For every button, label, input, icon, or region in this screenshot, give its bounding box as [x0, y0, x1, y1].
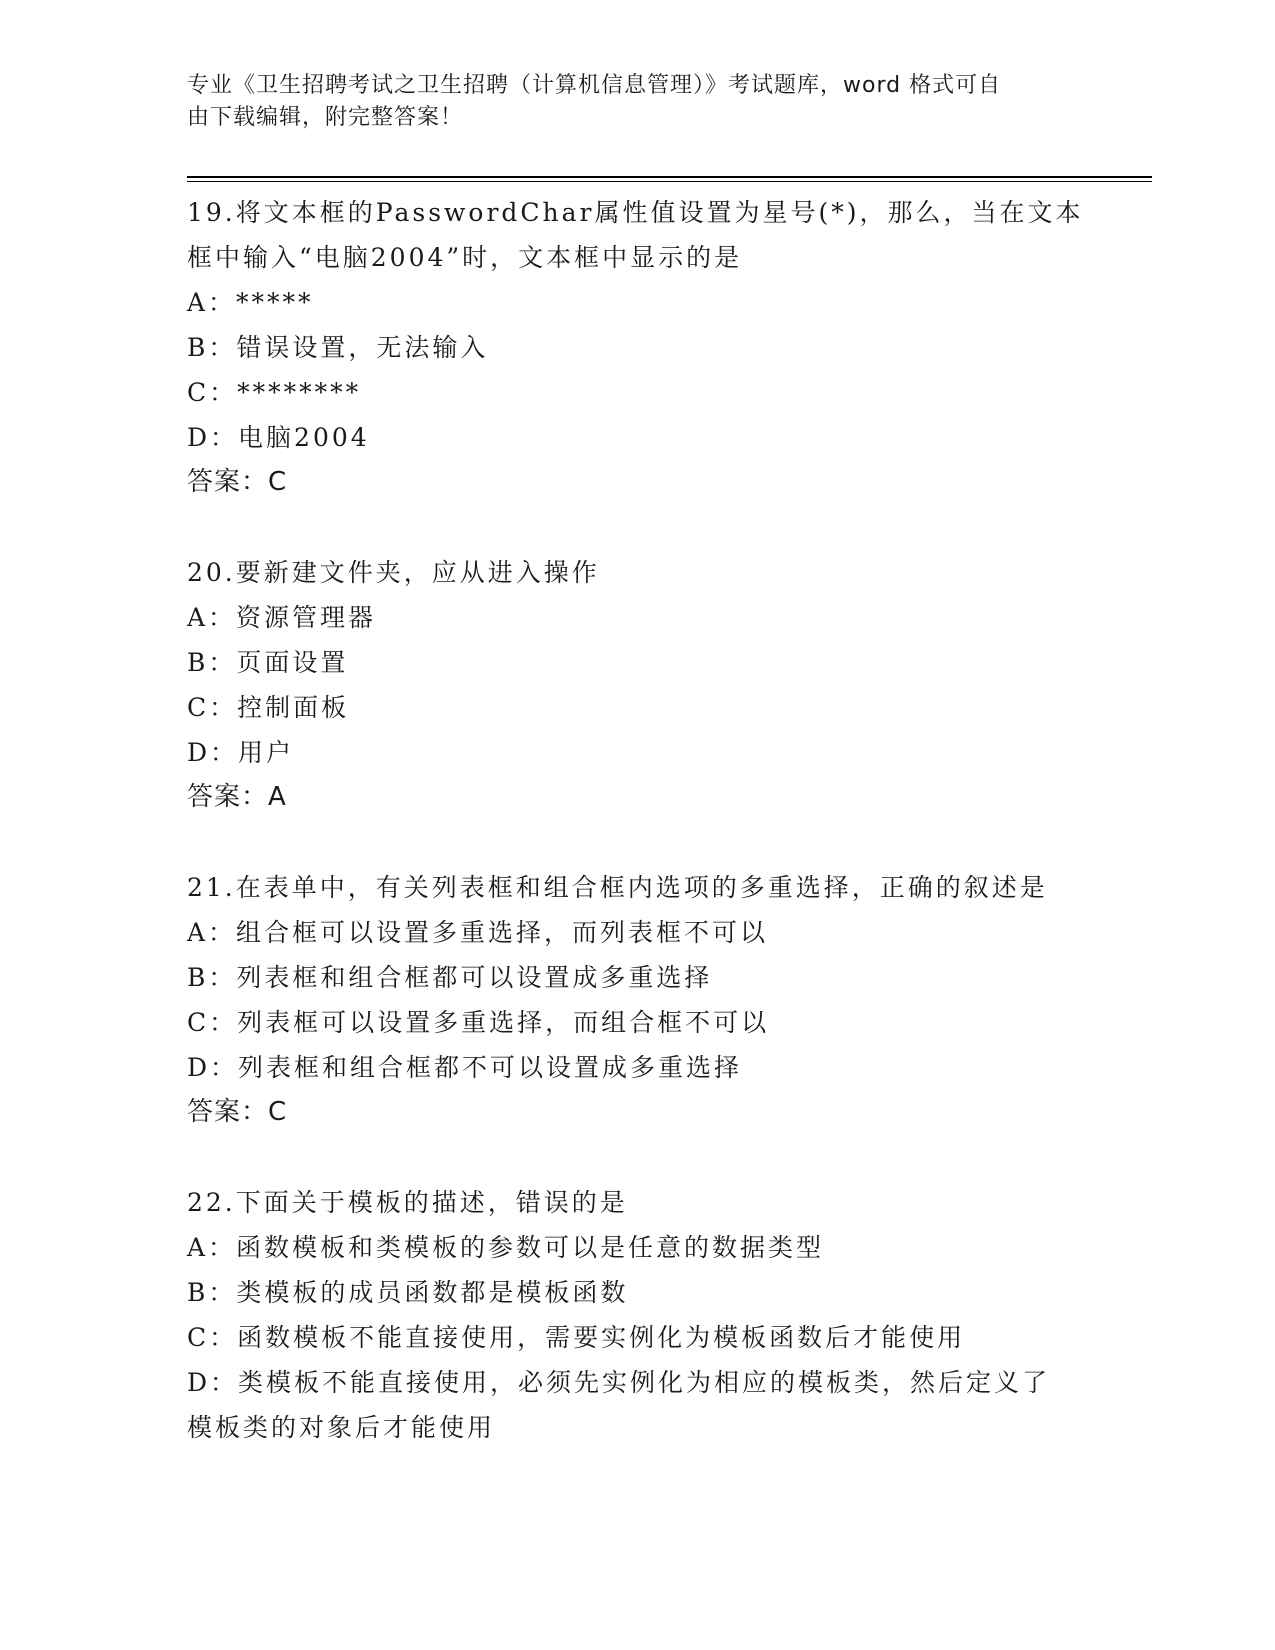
option-b: B：类模板的成员函数都是模板函数 [187, 1278, 629, 1307]
option-c: C：******** [187, 378, 362, 407]
spacer [187, 1135, 1087, 1180]
option-a: A：组合框可以设置多重选择，而列表框不可以 [187, 918, 769, 947]
header-line-1: 专业《卫生招聘考试之卫生招聘（计算机信息管理）》考试题库，word 格式可自 [187, 73, 1002, 98]
question-text-continued: 框中输入“电脑2004”时，文本框中显示的是 [187, 243, 743, 272]
option-c: C：函数模板不能直接使用，需要实例化为模板函数后才能使用 [187, 1323, 966, 1352]
option-b: B：错误设置，无法输入 [187, 333, 489, 362]
option-d-continued: 模板类的对象后才能使用 [187, 1413, 496, 1442]
header-rule-thin [187, 181, 1152, 182]
option-a: A：***** [187, 288, 314, 317]
spacer [187, 505, 1087, 550]
option-b: B：页面设置 [187, 648, 349, 677]
question-text: 22.下面关于模板的描述，错误的是 [187, 1188, 628, 1217]
answer: 答案：A [187, 782, 287, 812]
header-line-2: 由下载编辑，附完整答案！ [187, 105, 464, 130]
spacer [187, 820, 1087, 865]
question-21 [187, 865, 1087, 1135]
header-rule-thick [187, 176, 1152, 178]
document-header [187, 70, 1087, 134]
answer: 答案：C [187, 467, 288, 497]
option-a: A：函数模板和类模板的参数可以是任意的数据类型 [187, 1233, 825, 1262]
option-d: D：电脑2004 [187, 423, 370, 452]
option-b: B：列表框和组合框都可以设置成多重选择 [187, 963, 713, 992]
question-list [187, 190, 1087, 1450]
answer: 答案：C [187, 1097, 288, 1127]
option-d: D：类模板不能直接使用，必须先实例化为相应的模板类，然后定义了 [187, 1368, 1051, 1397]
option-d: D：用户 [187, 738, 295, 767]
option-c: C：列表框可以设置多重选择，而组合框不可以 [187, 1008, 770, 1037]
question-text: 20.要新建文件夹，应从进入操作 [187, 558, 600, 587]
question-text: 19.将文本框的PasswordChar属性值设置为星号(*)，那么，当在文本 [187, 198, 1084, 227]
question-text: 21.在表单中，有关列表框和组合框内选项的多重选择，正确的叙述是 [187, 873, 1048, 902]
question-19 [187, 190, 1087, 505]
question-20 [187, 550, 1087, 820]
option-c: C：控制面板 [187, 693, 350, 722]
question-22 [187, 1180, 1087, 1450]
option-a: A：资源管理器 [187, 603, 377, 632]
option-d: D：列表框和组合框都不可以设置成多重选择 [187, 1053, 743, 1082]
